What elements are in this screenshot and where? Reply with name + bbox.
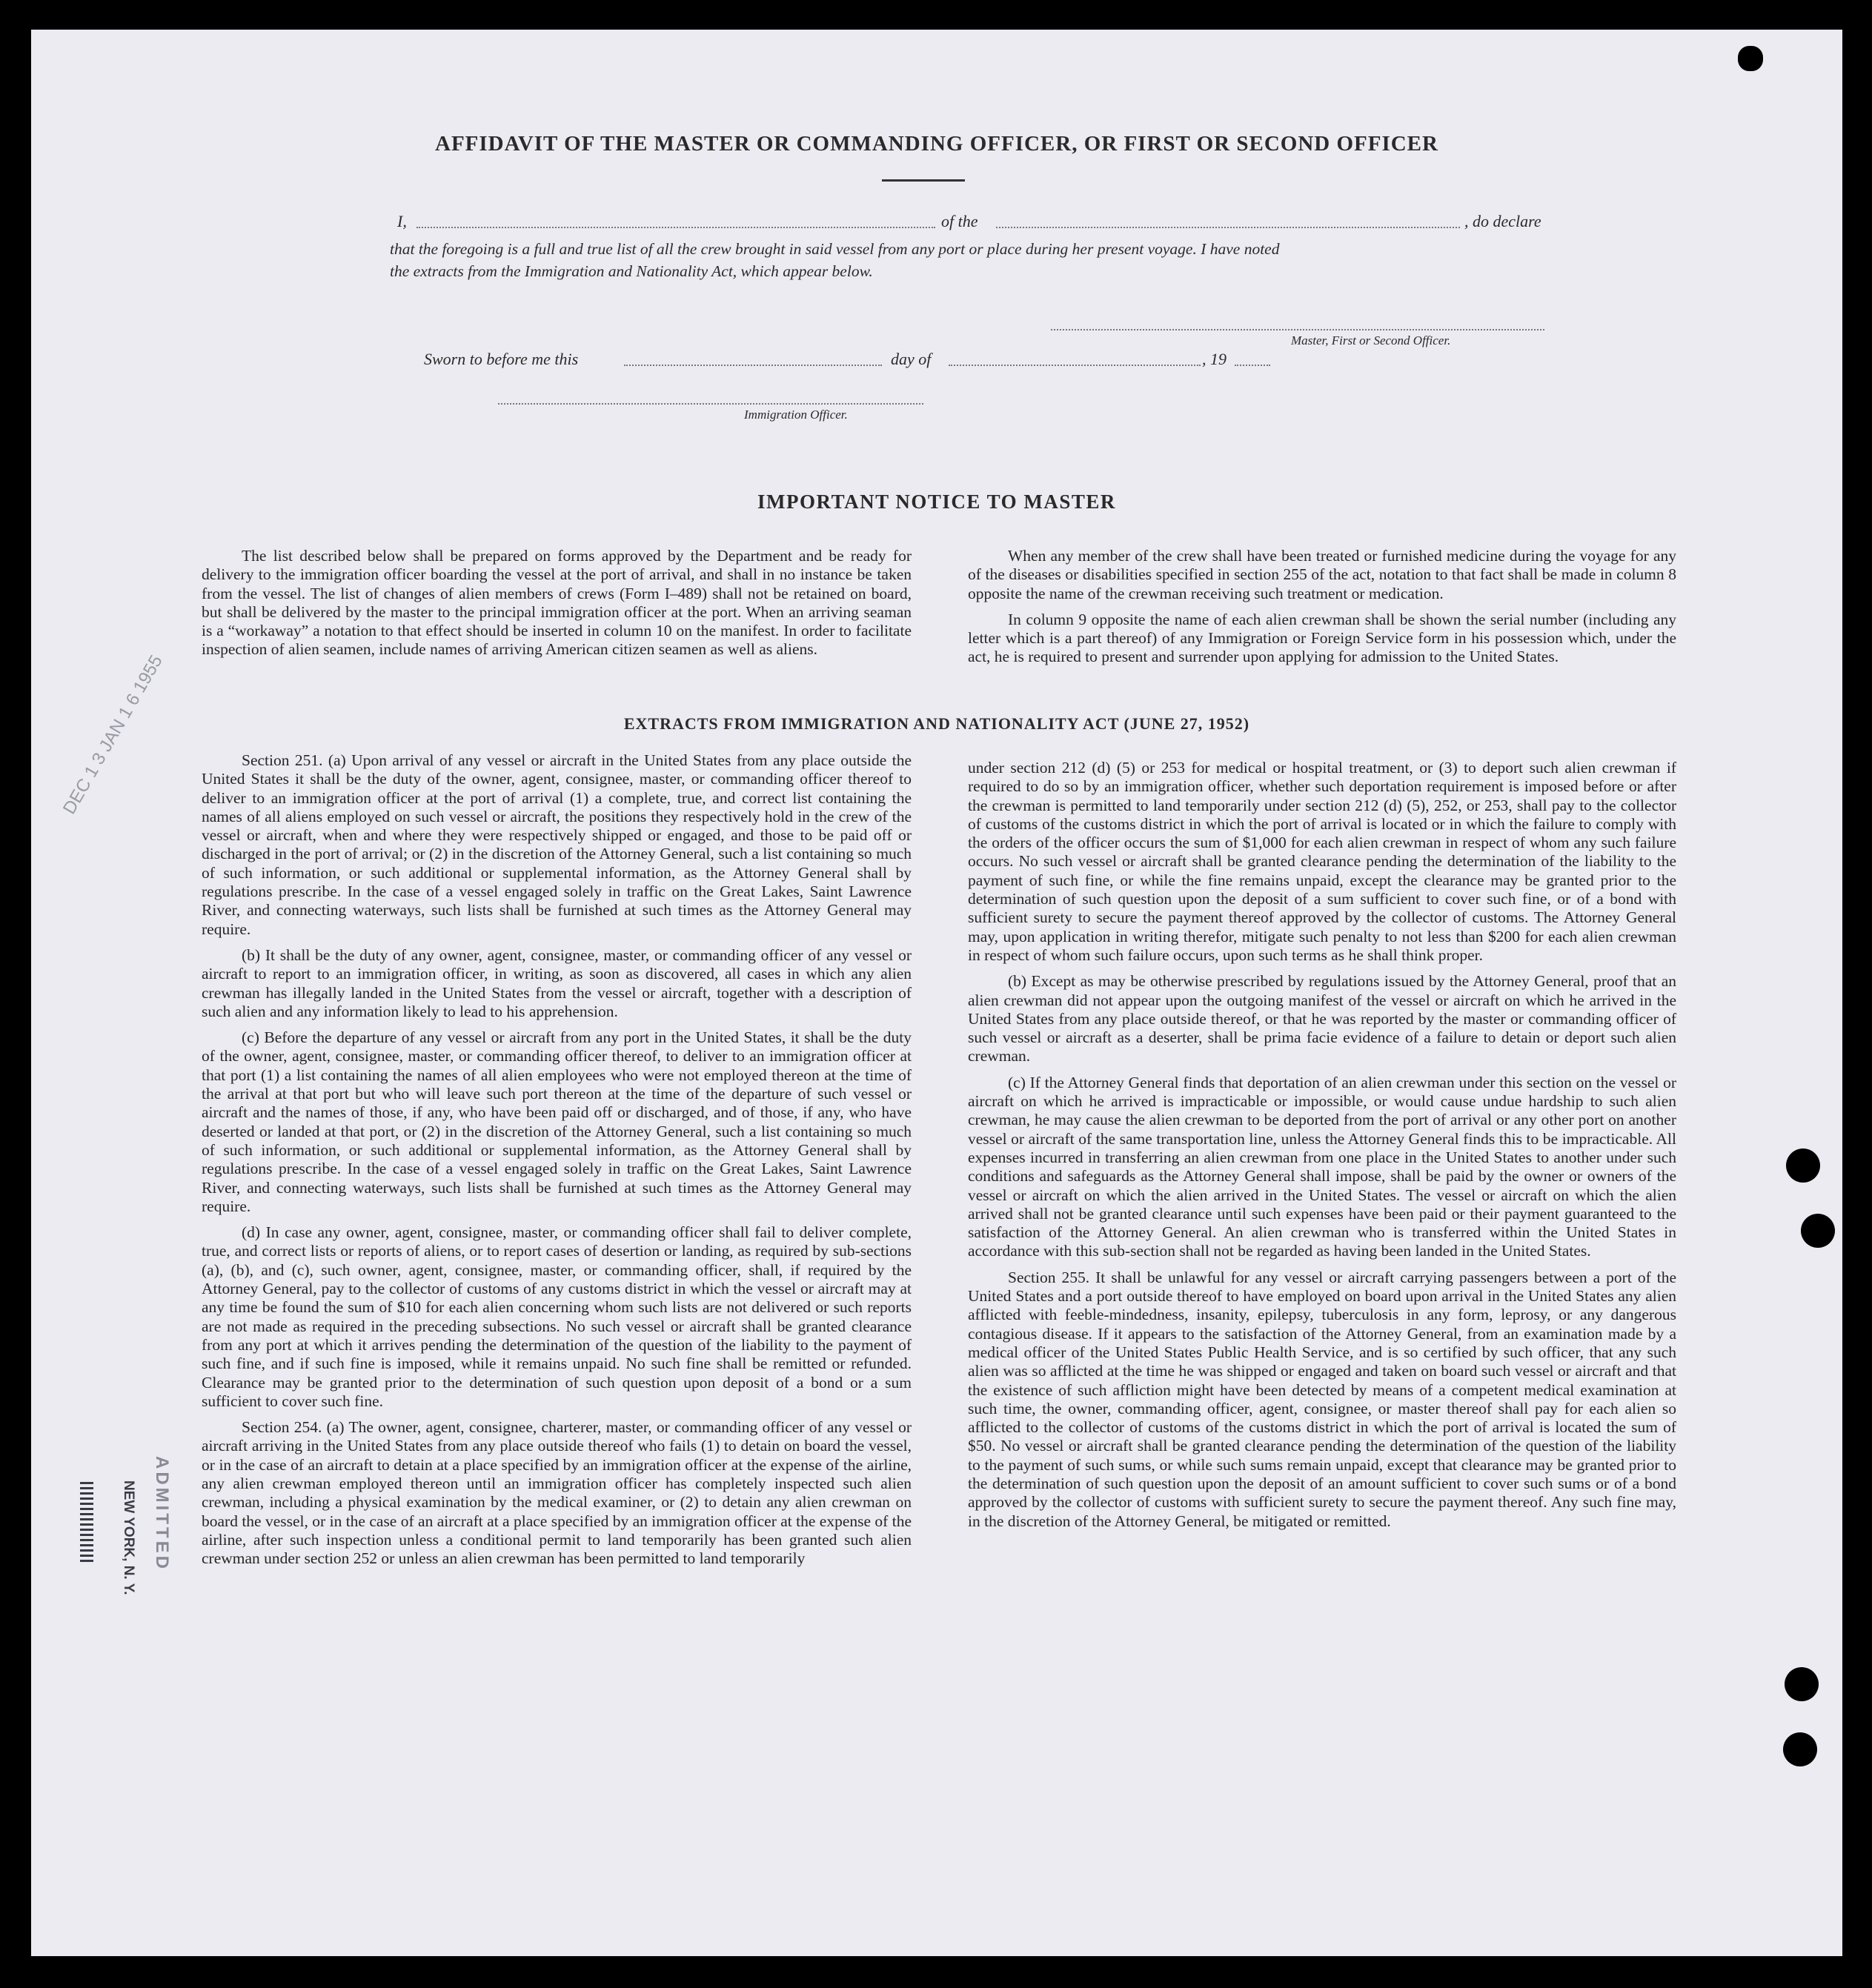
extracts-title: EXTRACTS FROM IMMIGRATION AND NATIONALITY ACT (JUNE 27, 1952) — [623, 714, 1250, 733]
punch-hole — [1801, 1214, 1835, 1248]
affidavit-line-3: the extracts from the Immigration and Nationality Act, which appear below. — [390, 262, 873, 280]
immigration-officer-signature-field[interactable] — [498, 403, 923, 405]
affidavit-declare-label: , do declare — [1464, 212, 1541, 230]
corner-smudge — [1738, 46, 1763, 71]
notice-left-paragraph: The list described below shall be prepared on forms approved by the Department and be ready for delivery to the immigration officer boarding the vessel at the port of arrival, and shall in no instance be taken from the vessel. The list of changes of alien members of crews (Form I–489) shall not be retained on board, but shall be delivered by the master to the principal immigration officer at the port. When an arriving seaman is a “workaway” a notation to that effect should be inserted in column 10 on the manifest. In order to facilitate inspection of alien seamen, include names of arriving American citizen seamen as well as aliens. — [202, 547, 912, 659]
affidavit-i-label: I, — [397, 212, 407, 230]
punch-hole — [1785, 1667, 1819, 1701]
extracts-right-column — [968, 759, 1676, 1531]
section-251-c: (c) Before the departure of any vessel or aircraft from any port in the United States, it shall be the duty of the owner, agent, consignee, master, or commanding officer thereof, to deliver to an immigration officer at that port (1) a list containing the names of all alien employees who were not employed thereon at the time of the arrival at that port but who will leave such port thereon at the time of the departure of such vessel or aircraft and the names of those, if any, who have been paid off or discharged, and of those, if any, who have deserted or landed at that port, or (2) in the discretion of the Attorney General, such a list containing so much of such information, or such additional or supplemental information, as the Attorney General shall by regulations prescribe. In the case of a vessel engaged solely in traffic on the Great Lakes, Saint Lawrence River, and connecting waterways, such lists shall be furnished at such times as the Attorney General may require. — [202, 1028, 912, 1215]
date-stamp: DEC 1 3 JAN 1 6 1955 — [59, 651, 167, 818]
notice-right-paragraph-1: When any member of the crew shall have been treated or furnished medicine during the voyage for any of the diseases or disabilities specified in section 255 of the act, notation to that fact shall be made in column 8 opposite the name of the crewman receiving such treatment or medication. — [968, 547, 1676, 602]
master-name-field[interactable] — [416, 227, 935, 228]
notice-left-column — [202, 547, 912, 659]
section-251-b: (b) It shall be the duty of any owner, agent, consignee, master, or commanding officer of any vessel or aircraft to report to an immigration officer, in writing, as soon as discovered, all cases in which any alien crewman has illegally landed in the United States from the vessel or aircraft, together with a description of such alien and any information likely to lead to his apprehension. — [202, 945, 912, 1020]
sworn-day-field[interactable] — [624, 365, 882, 366]
sworn-year-field[interactable] — [1235, 365, 1270, 366]
affidavit-of-the-label: of the — [941, 212, 978, 230]
extracts-left-column — [202, 751, 912, 1568]
punch-hole — [1786, 1148, 1820, 1183]
sworn-month-field[interactable] — [949, 365, 1201, 366]
section-251-a: Section 251. (a) Upon arrival of any vessel or aircraft in the United States from any place outside the United States it shall be the duty of the owner, agent, consignee, master, or commanding officer thereof to deliver to an immigration officer at the port of arrival (1) a complete, true, and correct list containing the names of all aliens employed on such vessel or aircraft, the positions they respectively hold in the crew of the vessel or aircraft, when and where they were respectively shipped or engaged, and those to be paid off or discharged in the port of arrival; or (2) in the discretion of the Attorney General, such a list containing so much of such information, or such additional or supplemental information, as the Attorney General shall by regulations prescribe. In the case of a vessel engaged solely in traffic on the Great Lakes, Saint Lawrence River, and connecting waterways, such lists shall be furnished at such times as the Attorney General may require. — [202, 751, 912, 938]
year-label: , 19 — [1202, 350, 1227, 368]
section-254-a-continued: under section 212 (d) (5) or 253 for medical or hospital treatment, or (3) to deport such alien crewman if required to do so by an immigration officer, whether such deportation requirement is imposed before or after the crewman is permitted to land temporarily under section 212 (d) (5), 252, or 253, shall pay to the collector of customs of the customs district in which the port of arrival is located or in which the failure to comply with the orders of the officer occurs the sum of $1,000 for each alien crewman in respect of whom any such failure occurs. No such vessel or aircraft shall be granted clearance pending the determination of the liability to the payment of such fine, or while the fine remains unpaid, except the clearance may be granted prior to the determination of such question upon the deposit of a sum sufficient to cover such fine, or of a bond with sufficient surety to secure the payment thereof approved by the collector of customs. The Attorney General may, upon application in writing therefor, mitigate such penalty to not less than $200 for each alien crewman in respect of whom such failure occurs, upon such terms as he shall think proper. — [968, 759, 1676, 964]
admitted-stamp: ADMITTED — [152, 1456, 172, 1572]
notice-title: IMPORTANT NOTICE TO MASTER — [757, 491, 1116, 513]
stamp-bars — [80, 1482, 93, 1563]
affidavit-line-2: that the foregoing is a full and true list of all the crew brought in said vessel from any port or place during her present voyage. I have noted — [390, 240, 1280, 258]
affidavit-title: AFFIDAVIT OF THE MASTER OR COMMANDING OFFICER, OR FIRST OR SECOND OFFICER — [435, 132, 1438, 156]
master-signature-field[interactable] — [1051, 329, 1544, 330]
punch-hole — [1783, 1732, 1817, 1766]
notice-right-column — [968, 547, 1676, 667]
day-of-label: day of — [891, 350, 932, 368]
section-254-a: Section 254. (a) The owner, agent, consignee, charterer, master, or commanding officer of any vessel or aircraft arriving in the United States from any place outside thereof who fails (1) to detain on board the vessel, or in the case of an aircraft to detain at a place specified by an immigration officer at the expense of the airline, any alien crewman employed thereon until an immigration officer has completely inspected such alien crewman, including a physical examination by the medical examiner, or (2) to detain any alien crewman on board the vessel, or in the case of an aircraft at a place specified by an immigration officer at the expense of the airline, after such inspection unless a conditional permit to land temporarily has been granted such alien crewman under section 252 or unless an alien crewman has been permitted to land temporarily — [202, 1418, 912, 1568]
master-signature-label: Master, First or Second Officer. — [1291, 333, 1451, 348]
title-rule — [882, 179, 965, 182]
section-255: Section 255. It shall be unlawful for any vessel or aircraft carrying passengers between a port of the United States and a port outside thereof to have employed on board upon arrival in the United States any alien afflicted with feeble-mindedness, insanity, epilepsy, tuberculosis in any form, leprosy, or any dangerous contagious disease. If it appears to the satisfaction of the Attorney General, from an examination made by a medical officer of the United States Public Health Service, and is so certified by such officer, that any such alien was so afflicted at the time he was shipped or engaged and taken on board such vessel or aircraft and that the existence of such affliction might have been detected by means of a competent medical examination at such time, the owner, commanding officer, agent, consignee, or master thereof shall pay for each alien so afflicted to the collector of customs of the customs district in which the port of arrival is located the sum of $50. No vessel or aircraft shall be granted clearance pending the determination of the question of the liability to the payment of such sums, or while such sums remain unpaid, except that clearance may be granted prior to the determination of such question upon the deposit of an amount sufficient to cover such sums or of a bond approved by the collector of customs with sufficient surety to secure the payment thereof. Any such fine may, in the discretion of the Attorney General, be mitigated or remitted. — [968, 1268, 1676, 1530]
place-stamp: NEW YORK, N. Y. — [121, 1480, 136, 1595]
sworn-label: Sworn to before me this — [424, 350, 579, 368]
section-251-d: (d) In case any owner, agent, consignee, master, or commanding officer shall fail to deliver complete, true, and correct lists or reports of aliens, or to report cases of desertion or landing, as required by sub-sections (a), (b), and (c), such owner, agent, consignee, master, or commanding officer, shall, if required by the Attorney General, pay to the collector of customs of any customs district in which the vessel or aircraft may at any time be found the sum of $10 for each alien concerning whom such lists are not delivered or such reports are not made as required in the preceding subsections. No such vessel or aircraft shall be granted clearance from any port at which it arrives pending the determination of the question of the liability to the payment of such fine, and if such fine is imposed, while it remains unpaid. No such fine shall be remitted or refunded. Clearance may be granted prior to the determination of such question upon deposit of a bond or a sum sufficient to cover such fine. — [202, 1223, 912, 1410]
immigration-officer-label: Immigration Officer. — [744, 408, 848, 422]
document-page — [31, 30, 1842, 1956]
notice-right-paragraph-2: In column 9 opposite the name of each alien crewman shall be shown the serial number (including any letter which is a part thereof) of any Immigration or Foreign Service form in his possession which, under the act, he is required to present and surrender upon applying for admission to the United States. — [968, 610, 1676, 666]
vessel-name-field[interactable] — [996, 227, 1460, 228]
section-254-b: (b) Except as may be otherwise prescribed by regulations issued by the Attorney General, proof that an alien crewman did not appear upon the outgoing manifest of the vessel or aircraft on which he arrived in the United States from any place outside thereof, or that he was reported by the master or commanding officer of such vessel or aircraft as a deserter, shall be prima facie evidence of a failure to detain or deport such alien crewman. — [968, 972, 1676, 1066]
section-254-c: (c) If the Attorney General finds that deportation of an alien crewman under this section on the vessel or aircraft on which he arrived is impracticable or impossible, or would cause undue hardship to such alien crewman, he may cause the alien crewman to be deported from the port of arrival or any other port on another vessel or aircraft of the same transportation line, unless the Attorney General finds this to be impracticable. All expenses incurred in transferring an alien crewman from one place in the United States to another under such conditions and safeguards as the Attorney General shall impose, shall be paid by the owner or owners of the vessel or aircraft on which the alien arrived in the United States. The vessel or aircraft on which the alien arrived shall not be granted clearance until such expenses have been paid or their payment guaranteed to the satisfaction of the Attorney General. An alien crewman who is transferred within the United States in accordance with this sub-section shall not be regarded as having been landed in the United States. — [968, 1073, 1676, 1260]
